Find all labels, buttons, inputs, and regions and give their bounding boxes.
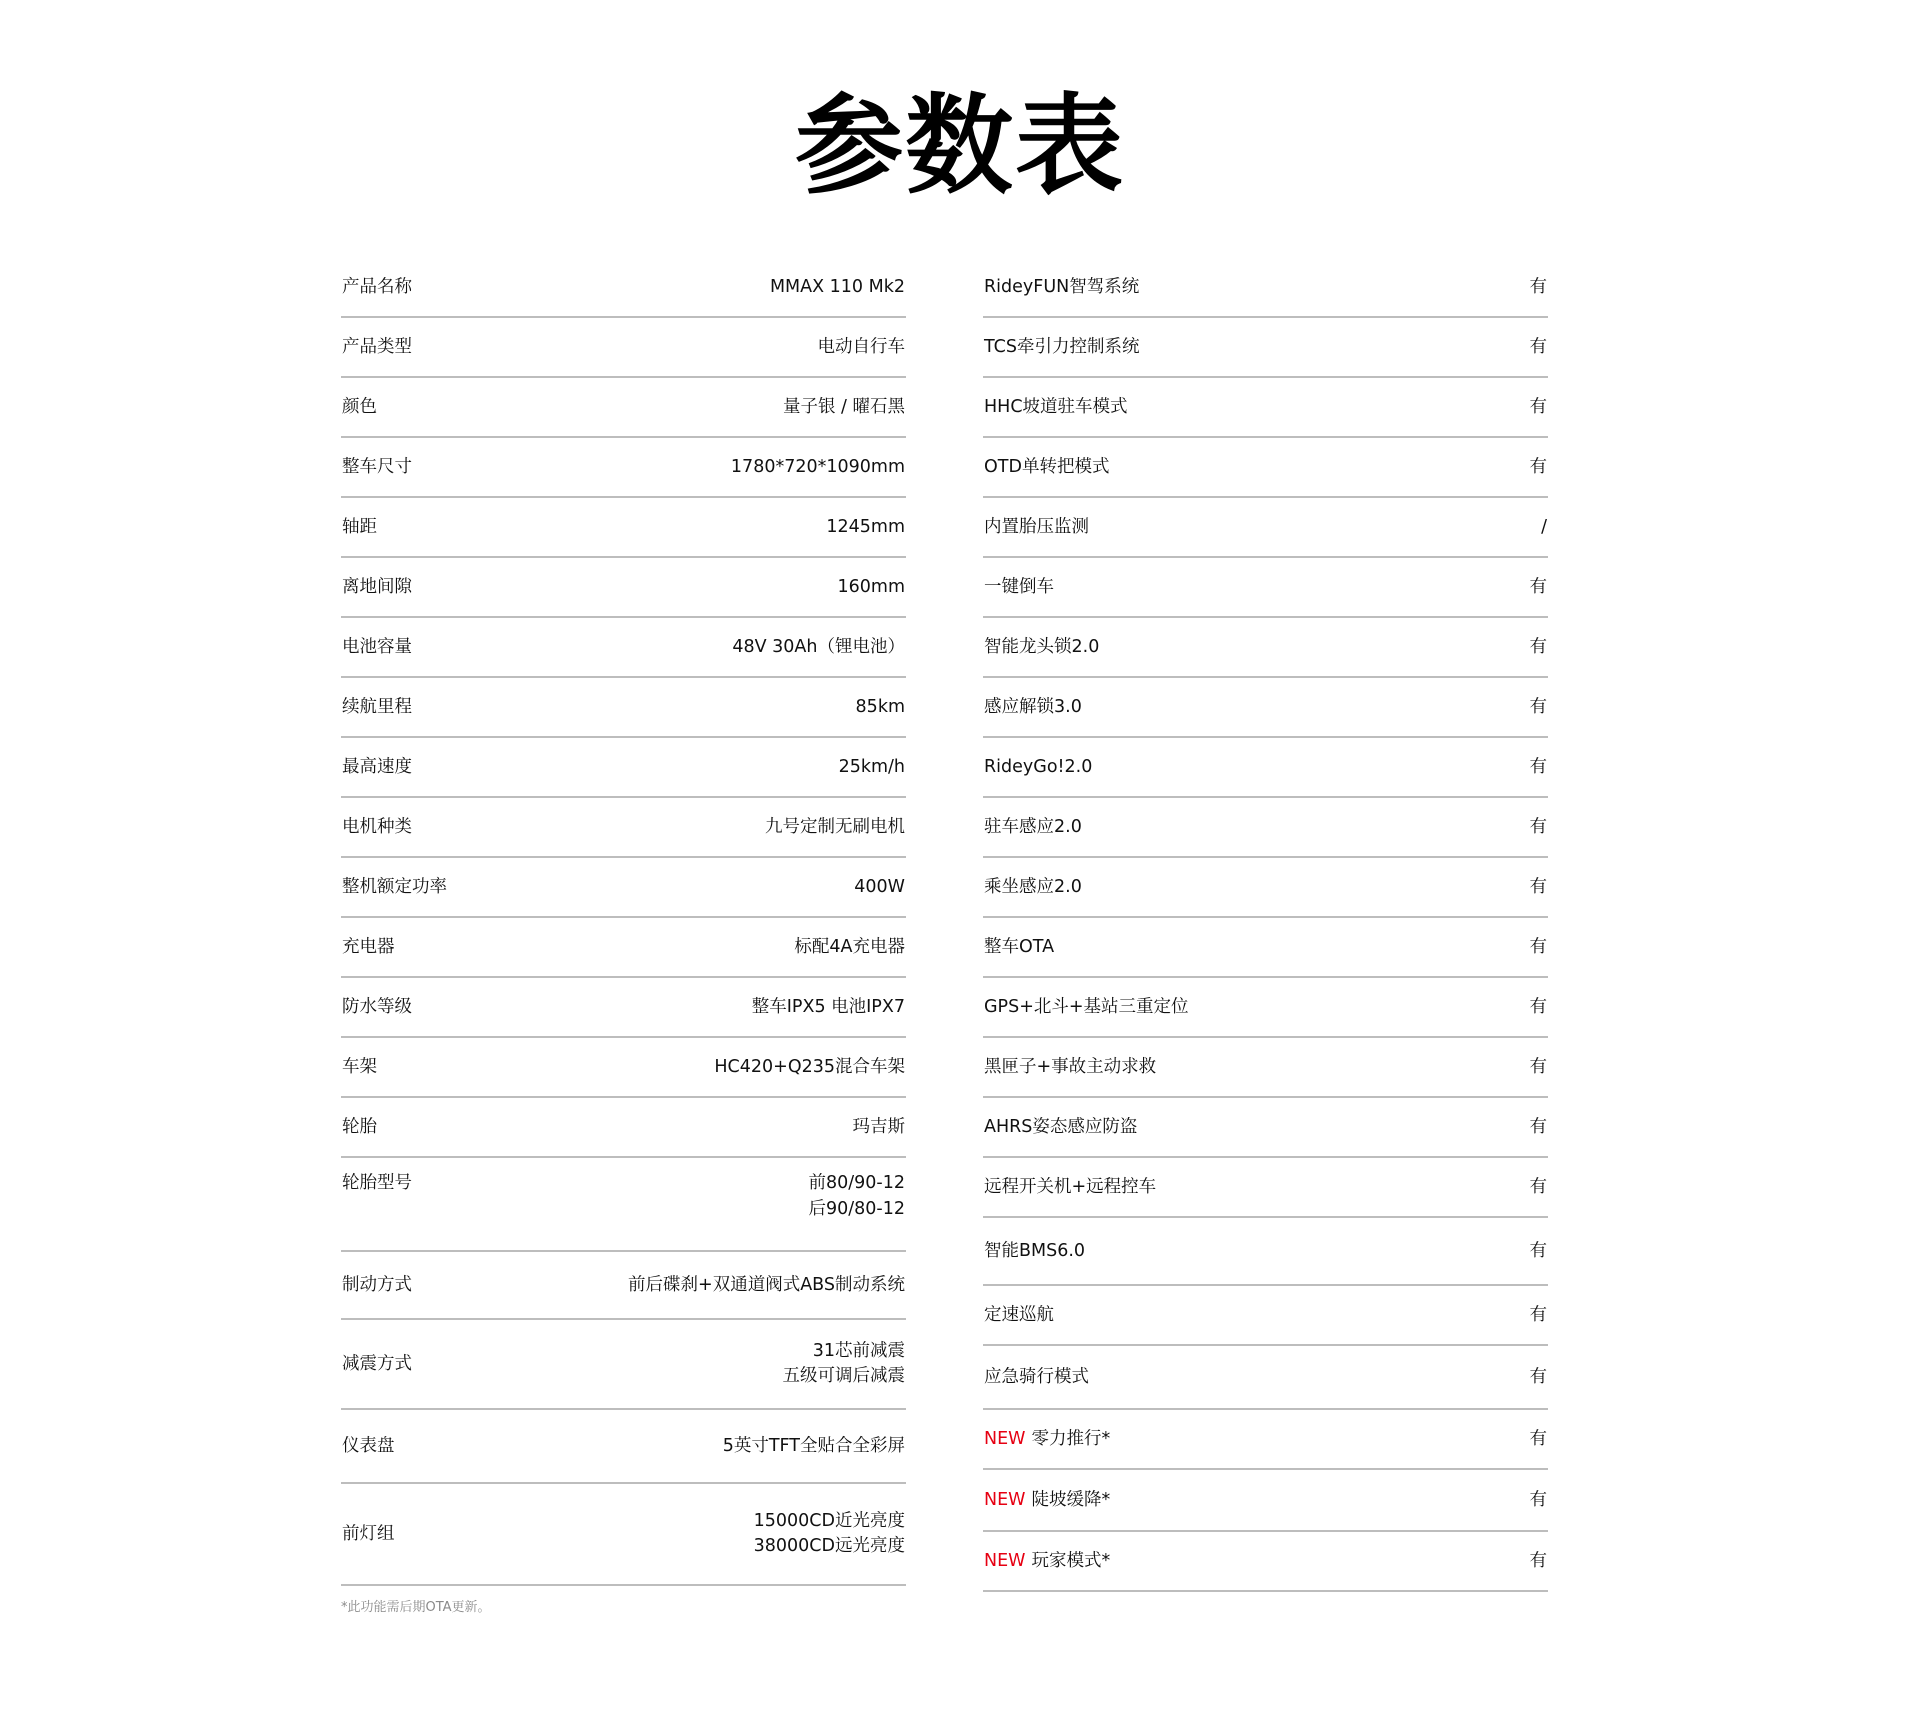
- spec-value: [853, 1114, 906, 1140]
- spec-row: [341, 798, 906, 858]
- feature-label: [984, 635, 1099, 659]
- feature-value: 有: [1529, 1490, 1547, 1510]
- spec-label: 仪表盘: [342, 1436, 395, 1456]
- feature-label-text: 玩家模式*: [1031, 1551, 1111, 1571]
- spec-value-line: HC420+Q235混合车架: [714, 1057, 905, 1077]
- feature-label-text: TCS牵引力控制系统: [984, 337, 1140, 357]
- feature-label-text: 智能BMS6.0: [984, 1241, 1086, 1261]
- spec-label: 最高速度: [342, 757, 412, 777]
- spec-label: 减震方式: [342, 1354, 412, 1374]
- feature-row: [983, 1158, 1548, 1218]
- feature-value: 有: [1529, 1305, 1547, 1325]
- spec-label: 前灯组: [342, 1524, 395, 1544]
- spec-table-right: [983, 258, 1548, 1592]
- footnote: *此功能需后期OTA更新。: [341, 1600, 491, 1615]
- feature-label: [984, 695, 1082, 719]
- spec-row: [341, 858, 906, 918]
- feature-row: [983, 498, 1548, 558]
- spec-value: [732, 634, 905, 660]
- spec-label: 制动方式: [342, 1275, 412, 1295]
- spec-value-line: 电动自行车: [817, 337, 905, 357]
- feature-label-text: AHRS姿态感应防盗: [984, 1117, 1138, 1137]
- feature-label: [984, 995, 1189, 1019]
- spec-label: 轴距: [342, 517, 377, 537]
- spec-value: [731, 454, 905, 480]
- feature-value: 有: [1529, 457, 1547, 477]
- feature-label-text: HHC坡道驻车模式: [984, 397, 1128, 417]
- feature-row: [983, 978, 1548, 1038]
- feature-value: 有: [1529, 1117, 1547, 1137]
- feature-row: [983, 318, 1548, 378]
- feature-label: [984, 1239, 1085, 1263]
- spec-value: [783, 394, 905, 420]
- feature-label: [984, 1303, 1054, 1327]
- feature-label: [984, 1549, 1110, 1573]
- spec-row: [341, 438, 906, 498]
- spec-value-line: 160mm: [837, 577, 905, 597]
- spec-value: [783, 1339, 906, 1389]
- feature-row: [983, 1532, 1548, 1592]
- feature-label-text: 一键倒车: [984, 577, 1054, 597]
- spec-value: [770, 274, 905, 300]
- feature-value: 有: [1529, 337, 1547, 357]
- feature-label: [984, 575, 1054, 599]
- feature-row: [983, 738, 1548, 798]
- feature-value: 有: [1529, 757, 1547, 777]
- feature-label: [984, 1488, 1110, 1512]
- spec-value-line: MMAX 110 Mk2: [769, 277, 905, 297]
- feature-value: 有: [1529, 1551, 1547, 1571]
- feature-value: 有: [1529, 997, 1547, 1017]
- feature-value: 有: [1529, 817, 1547, 837]
- spec-value: [838, 574, 906, 600]
- spec-label: 轮胎型号: [342, 1173, 412, 1193]
- spec-value: [854, 874, 905, 900]
- spec-label: 电池容量: [342, 637, 412, 657]
- feature-row: [983, 798, 1548, 858]
- feature-label-text: 黑匣子+事故主动求救: [984, 1057, 1157, 1077]
- spec-value-line: 标配4A充电器: [794, 937, 905, 957]
- spec-table-left: [341, 258, 906, 1586]
- spec-row: [341, 498, 906, 558]
- spec-row: [341, 1038, 906, 1098]
- feature-label-text: 感应解锁3.0: [984, 697, 1082, 717]
- feature-label-text: 零力推行*: [1031, 1429, 1111, 1449]
- feature-label: [984, 1175, 1156, 1199]
- spec-value-line: 整车IPX5 电池IPX7: [751, 997, 905, 1017]
- spec-value: [808, 1170, 905, 1222]
- feature-label-text: 驻车感应2.0: [984, 817, 1082, 837]
- spec-row: [341, 1484, 906, 1586]
- spec-value-line: 前后碟刹+双通道阀式ABS制动系统: [628, 1275, 905, 1295]
- feature-label-text: RideyFUN智驾系统: [984, 277, 1140, 297]
- feature-row: [983, 258, 1548, 318]
- feature-label-text: 智能龙头锁2.0: [984, 637, 1100, 657]
- spec-row: [341, 318, 906, 378]
- spec-value-line: 5英寸TFT全贴合全彩屏: [722, 1436, 905, 1456]
- spec-row: [341, 1252, 906, 1320]
- spec-row: [341, 558, 906, 618]
- spec-value-line: 25km/h: [838, 757, 905, 777]
- feature-label-text: OTD单转把模式: [984, 457, 1110, 477]
- spec-value: [765, 814, 905, 840]
- spec-value: [839, 754, 905, 780]
- spec-row: [341, 258, 906, 318]
- feature-value: 有: [1529, 1241, 1547, 1261]
- feature-row: [983, 438, 1548, 498]
- feature-value: 有: [1529, 1177, 1547, 1197]
- feature-row: [983, 618, 1548, 678]
- spec-label: 续航里程: [342, 697, 412, 717]
- spec-value: [826, 514, 905, 540]
- spec-label: 整机额定功率: [342, 877, 447, 897]
- spec-row: [341, 1320, 906, 1410]
- feature-value: 有: [1529, 1429, 1547, 1449]
- feature-row: [983, 1038, 1548, 1098]
- spec-row: [341, 738, 906, 798]
- feature-value: 有: [1529, 1367, 1547, 1387]
- spec-value-line: 38000CD远光亮度: [753, 1536, 905, 1556]
- feature-label-text: 乘坐感应2.0: [984, 877, 1082, 897]
- feature-value: 有: [1529, 1057, 1547, 1077]
- spec-row: [341, 1410, 906, 1484]
- spec-row: [341, 378, 906, 438]
- feature-row: [983, 678, 1548, 738]
- spec-value: [723, 1433, 905, 1459]
- feature-label-text: 陡坡缓降*: [1031, 1490, 1111, 1510]
- feature-label: [984, 1055, 1156, 1079]
- spec-value-line: 1245mm: [826, 517, 905, 537]
- new-badge: NEW: [984, 1490, 1026, 1510]
- spec-label: 产品名称: [342, 277, 412, 297]
- feature-label-text: 应急骑行模式: [984, 1367, 1089, 1387]
- spec-value: [752, 994, 905, 1020]
- spec-value: [818, 334, 906, 360]
- spec-value-line: 玛吉斯: [852, 1117, 905, 1137]
- feature-label: [984, 935, 1054, 959]
- page-title: 参数表: [794, 84, 1125, 209]
- spec-label: 离地间隙: [342, 577, 412, 597]
- feature-label: [984, 335, 1140, 359]
- spec-label: 防水等级: [342, 997, 412, 1017]
- spec-row: [341, 918, 906, 978]
- feature-value: 有: [1529, 697, 1547, 717]
- spec-value-line: 400W: [854, 877, 905, 897]
- new-badge: NEW: [984, 1429, 1026, 1449]
- feature-label: [984, 395, 1128, 419]
- feature-value: 有: [1529, 877, 1547, 897]
- feature-label: [984, 1427, 1110, 1451]
- feature-label: [984, 815, 1082, 839]
- feature-row: [983, 558, 1548, 618]
- spec-value-line: 量子银 / 曜石黑: [782, 397, 905, 417]
- feature-label: [984, 515, 1089, 539]
- spec-value-line: 31芯前减震: [812, 1341, 905, 1361]
- spec-label: 轮胎: [342, 1117, 377, 1137]
- spec-label: 整车尺寸: [342, 457, 412, 477]
- feature-row: [983, 918, 1548, 978]
- spec-value-line: 后90/80-12: [808, 1199, 905, 1219]
- spec-value-line: 五级可调后减震: [782, 1366, 905, 1386]
- spec-label: 车架: [342, 1057, 377, 1077]
- feature-label: [984, 1365, 1089, 1389]
- spec-label: 产品类型: [342, 337, 412, 357]
- spec-value: [856, 694, 905, 720]
- new-badge: NEW: [984, 1551, 1026, 1571]
- feature-value: 有: [1529, 277, 1547, 297]
- spec-row: [341, 1158, 906, 1252]
- feature-value: 有: [1529, 937, 1547, 957]
- spec-value-line: 15000CD近光亮度: [753, 1511, 905, 1531]
- spec-label: 充电器: [342, 937, 395, 957]
- feature-value: 有: [1529, 397, 1547, 417]
- spec-value-line: 85km: [855, 697, 905, 717]
- feature-label: [984, 275, 1139, 299]
- spec-value: [794, 934, 905, 960]
- feature-label: [984, 455, 1109, 479]
- spec-label: 颜色: [342, 397, 377, 417]
- feature-row: [983, 378, 1548, 438]
- feature-label: [984, 1115, 1137, 1139]
- feature-label-text: 整车OTA: [984, 937, 1055, 957]
- spec-value-line: 48V 30Ah（锂电池）: [732, 637, 905, 657]
- spec-value-line: 前80/90-12: [808, 1173, 905, 1193]
- feature-label-text: 远程开关机+远程控车: [984, 1177, 1157, 1197]
- feature-row: [983, 1346, 1548, 1410]
- spec-value-line: 1780*720*1090mm: [730, 457, 905, 477]
- feature-label-text: RideyGo!2.0: [984, 757, 1093, 777]
- feature-row: [983, 1218, 1548, 1286]
- spec-value-line: 九号定制无刷电机: [765, 817, 905, 837]
- feature-row: [983, 1286, 1548, 1346]
- feature-value: /: [1541, 517, 1547, 537]
- feature-label: [984, 875, 1082, 899]
- feature-label-text: GPS+北斗+基站三重定位: [984, 997, 1189, 1017]
- spec-row: [341, 978, 906, 1038]
- spec-value: [714, 1054, 905, 1080]
- spec-value: [628, 1272, 905, 1298]
- spec-row: [341, 1098, 906, 1158]
- spec-row: [341, 618, 906, 678]
- feature-value: 有: [1529, 637, 1547, 657]
- spec-value: [754, 1509, 905, 1559]
- feature-label-text: 内置胎压监测: [984, 517, 1089, 537]
- spec-label: 电机种类: [342, 817, 412, 837]
- spec-row: [341, 678, 906, 738]
- feature-row: [983, 1410, 1548, 1470]
- feature-value: 有: [1529, 577, 1547, 597]
- feature-row: [983, 1098, 1548, 1158]
- feature-row: [983, 1470, 1548, 1532]
- feature-label-text: 定速巡航: [984, 1305, 1054, 1325]
- feature-label: [984, 755, 1092, 779]
- feature-row: [983, 858, 1548, 918]
